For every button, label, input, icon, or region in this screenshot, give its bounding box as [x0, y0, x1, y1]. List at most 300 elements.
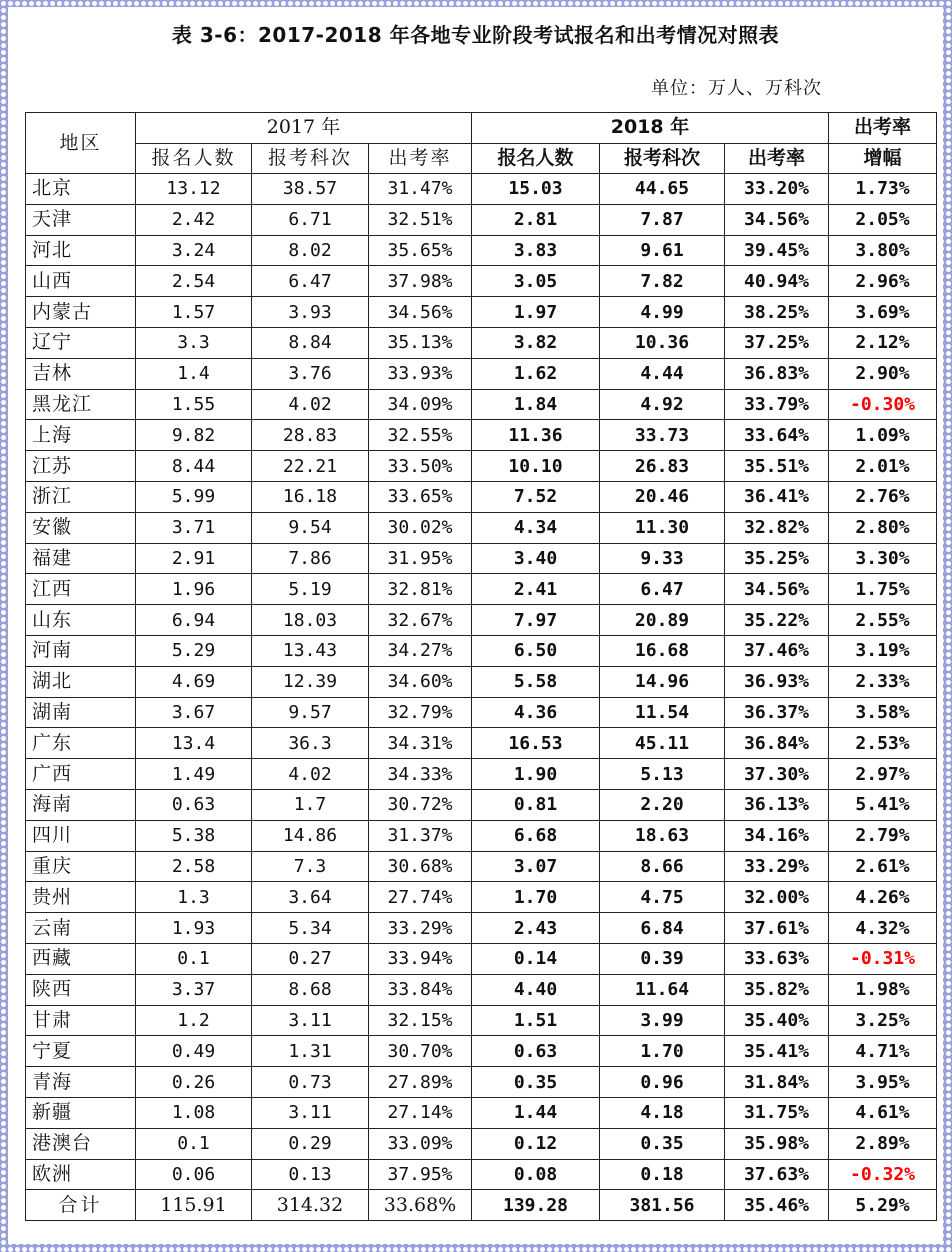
cell-2018-rate: 35.82% [725, 974, 829, 1005]
cell-2018-rate: 33.64% [725, 420, 829, 451]
cell-region: 河北 [26, 235, 136, 266]
cell-2017-applicants: 0.26 [136, 1067, 252, 1098]
cell-2017-rate: 34.56% [369, 297, 472, 328]
header-region: 地区 [26, 113, 136, 174]
cell-2018-rate: 37.25% [725, 327, 829, 358]
cell-2017-subjects: 14.86 [252, 820, 369, 851]
cell-2018-rate: 36.83% [725, 358, 829, 389]
total-2018-applicants: 139.28 [472, 1190, 600, 1221]
cell-2017-rate: 33.29% [369, 913, 472, 944]
cell-2017-rate: 30.68% [369, 851, 472, 882]
table-row [26, 174, 937, 205]
cell-2017-subjects: 4.02 [252, 389, 369, 420]
cell-2018-subjects: 44.65 [600, 174, 725, 205]
cell-2018-applicants: 16.53 [472, 728, 600, 759]
total-2018-rate: 35.46% [725, 1190, 829, 1221]
cell-2018-rate: 36.93% [725, 666, 829, 697]
table-row [26, 728, 937, 759]
cell-2018-subjects: 20.46 [600, 481, 725, 512]
cell-2017-subjects: 36.3 [252, 728, 369, 759]
cell-2018-subjects: 16.68 [600, 635, 725, 666]
cell-2017-rate: 34.31% [369, 728, 472, 759]
cell-2017-subjects: 4.02 [252, 759, 369, 790]
cell-2018-rate: 36.84% [725, 728, 829, 759]
cell-region: 江西 [26, 574, 136, 605]
cell-2018-rate: 37.61% [725, 913, 829, 944]
cell-2018-applicants: 1.84 [472, 389, 600, 420]
cell-2018-rate: 33.20% [725, 174, 829, 205]
cell-2018-applicants: 2.43 [472, 913, 600, 944]
cell-2017-subjects: 3.76 [252, 358, 369, 389]
table-row [26, 574, 937, 605]
cell-region: 山东 [26, 605, 136, 636]
cell-region: 天津 [26, 204, 136, 235]
cell-2017-rate: 34.27% [369, 635, 472, 666]
cell-region: 广东 [26, 728, 136, 759]
total-2017-applicants: 115.91 [136, 1190, 252, 1221]
cell-2018-rate: 35.40% [725, 1005, 829, 1036]
cell-2017-rate: 30.70% [369, 1036, 472, 1067]
table-row [26, 789, 937, 820]
cell-2018-applicants: 3.07 [472, 851, 600, 882]
table-row [26, 635, 937, 666]
cell-rate-increase: 3.25% [829, 1005, 937, 1036]
cell-2017-subjects: 3.11 [252, 1097, 369, 1128]
cell-2017-rate: 31.47% [369, 174, 472, 205]
table-row [26, 605, 937, 636]
cell-2017-applicants: 1.2 [136, 1005, 252, 1036]
cell-2017-subjects: 28.83 [252, 420, 369, 451]
unit-note: 单位：万人、万科次 [651, 78, 822, 99]
cell-region: 重庆 [26, 851, 136, 882]
table-row [26, 1005, 937, 1036]
cell-rate-increase: 2.76% [829, 481, 937, 512]
cell-2017-applicants: 0.49 [136, 1036, 252, 1067]
cell-2017-subjects: 7.86 [252, 543, 369, 574]
cell-rate-increase: 2.12% [829, 327, 937, 358]
cell-2017-applicants: 0.1 [136, 943, 252, 974]
cell-rate-increase: -0.31% [829, 943, 937, 974]
cell-2017-applicants: 1.49 [136, 759, 252, 790]
cell-2017-applicants: 3.71 [136, 512, 252, 543]
cell-2017-subjects: 3.64 [252, 882, 369, 913]
cell-rate-increase: 2.55% [829, 605, 937, 636]
cell-2017-rate: 33.65% [369, 481, 472, 512]
cell-2017-applicants: 2.42 [136, 204, 252, 235]
table-body [26, 174, 937, 1190]
total-increase: 5.29% [829, 1190, 937, 1221]
cell-2018-applicants: 0.63 [472, 1036, 600, 1067]
cell-2018-applicants: 1.97 [472, 297, 600, 328]
cell-2018-rate: 35.41% [725, 1036, 829, 1067]
cell-2018-rate: 32.00% [725, 882, 829, 913]
cell-region: 吉林 [26, 358, 136, 389]
table-row [26, 297, 937, 328]
cell-region: 山西 [26, 266, 136, 297]
cell-region: 四川 [26, 820, 136, 851]
cell-2017-subjects: 5.19 [252, 574, 369, 605]
table-row [26, 1036, 937, 1067]
cell-rate-increase: 5.41% [829, 789, 937, 820]
cell-2017-rate: 31.95% [369, 543, 472, 574]
cell-2017-rate: 32.15% [369, 1005, 472, 1036]
cell-2017-subjects: 6.47 [252, 266, 369, 297]
cell-region: 云南 [26, 913, 136, 944]
cell-2018-subjects: 3.99 [600, 1005, 725, 1036]
cell-2017-applicants: 13.12 [136, 174, 252, 205]
cell-2017-subjects: 16.18 [252, 481, 369, 512]
cell-2018-applicants: 1.70 [472, 882, 600, 913]
cell-2018-subjects: 0.35 [600, 1128, 725, 1159]
cell-2018-applicants: 7.52 [472, 481, 600, 512]
cell-2017-subjects: 6.71 [252, 204, 369, 235]
table-row [26, 1097, 937, 1128]
cell-2018-subjects: 0.39 [600, 943, 725, 974]
cell-2018-rate: 31.75% [725, 1097, 829, 1128]
cell-rate-increase: 3.19% [829, 635, 937, 666]
cell-2018-subjects: 5.13 [600, 759, 725, 790]
cell-2017-rate: 27.89% [369, 1067, 472, 1098]
cell-2017-subjects: 18.03 [252, 605, 369, 636]
total-label: 合计 [26, 1190, 136, 1221]
cell-region: 江苏 [26, 451, 136, 482]
cell-region: 宁夏 [26, 1036, 136, 1067]
cell-2018-applicants: 3.83 [472, 235, 600, 266]
header-2018-subjects: 报考科次 [600, 143, 725, 174]
cell-2018-subjects: 14.96 [600, 666, 725, 697]
cell-2018-subjects: 7.82 [600, 266, 725, 297]
total-row [26, 1190, 937, 1221]
cell-2018-applicants: 0.08 [472, 1159, 600, 1190]
cell-region: 内蒙古 [26, 297, 136, 328]
cell-rate-increase: 2.97% [829, 759, 937, 790]
header-increase-line1: 出考率 [829, 113, 937, 144]
header-year-2017: 2017 年 [136, 113, 472, 144]
cell-2018-subjects: 8.66 [600, 851, 725, 882]
cell-2017-subjects: 13.43 [252, 635, 369, 666]
header-row-2 [26, 143, 937, 174]
table-row [26, 420, 937, 451]
cell-2018-applicants: 4.36 [472, 697, 600, 728]
cell-2018-applicants: 0.35 [472, 1067, 600, 1098]
cell-rate-increase: -0.32% [829, 1159, 937, 1190]
cell-2017-applicants: 3.67 [136, 697, 252, 728]
cell-region: 贵州 [26, 882, 136, 913]
table-row [26, 235, 937, 266]
cell-2018-rate: 37.63% [725, 1159, 829, 1190]
cell-2018-applicants: 10.10 [472, 451, 600, 482]
cell-2018-rate: 40.94% [725, 266, 829, 297]
cell-2017-applicants: 6.94 [136, 605, 252, 636]
cell-2018-subjects: 9.33 [600, 543, 725, 574]
cell-2018-subjects: 20.89 [600, 605, 725, 636]
cell-2018-rate: 33.29% [725, 851, 829, 882]
table-row [26, 759, 937, 790]
cell-2017-applicants: 1.96 [136, 574, 252, 605]
cell-region: 福建 [26, 543, 136, 574]
cell-region: 河南 [26, 635, 136, 666]
cell-rate-increase: 3.95% [829, 1067, 937, 1098]
cell-2018-subjects: 26.83 [600, 451, 725, 482]
cell-2017-subjects: 12.39 [252, 666, 369, 697]
cell-2017-applicants: 1.57 [136, 297, 252, 328]
cell-2017-applicants: 0.06 [136, 1159, 252, 1190]
cell-region: 西藏 [26, 943, 136, 974]
table-title: 表 3-6：2017-2018 年各地专业阶段考试报名和出考情况对照表 [171, 23, 780, 47]
cell-region: 甘肃 [26, 1005, 136, 1036]
cell-2017-subjects: 3.93 [252, 297, 369, 328]
cell-2017-applicants: 8.44 [136, 451, 252, 482]
cell-region: 青海 [26, 1067, 136, 1098]
cell-2018-applicants: 3.05 [472, 266, 600, 297]
cell-2018-rate: 35.22% [725, 605, 829, 636]
cell-rate-increase: 2.80% [829, 512, 937, 543]
cell-rate-increase: 2.90% [829, 358, 937, 389]
cell-2018-applicants: 4.40 [472, 974, 600, 1005]
cell-2017-applicants: 5.29 [136, 635, 252, 666]
cell-rate-increase: 3.58% [829, 697, 937, 728]
cell-2018-subjects: 1.70 [600, 1036, 725, 1067]
cell-2017-rate: 33.84% [369, 974, 472, 1005]
table-row [26, 882, 937, 913]
cell-2018-rate: 36.41% [725, 481, 829, 512]
cell-2018-applicants: 6.68 [472, 820, 600, 851]
cell-2017-rate: 35.13% [369, 327, 472, 358]
cell-2017-applicants: 5.99 [136, 481, 252, 512]
cell-2017-applicants: 1.08 [136, 1097, 252, 1128]
cell-region: 黑龙江 [26, 389, 136, 420]
cell-2018-rate: 31.84% [725, 1067, 829, 1098]
table-row [26, 1159, 937, 1190]
cell-2018-rate: 35.51% [725, 451, 829, 482]
table-row [26, 1128, 937, 1159]
cell-2017-rate: 27.14% [369, 1097, 472, 1128]
cell-2017-rate: 35.65% [369, 235, 472, 266]
cell-2018-subjects: 11.64 [600, 974, 725, 1005]
cell-2018-subjects: 4.75 [600, 882, 725, 913]
table-row [26, 389, 937, 420]
cell-region: 港澳台 [26, 1128, 136, 1159]
cell-2017-subjects: 0.73 [252, 1067, 369, 1098]
cell-rate-increase: 2.79% [829, 820, 937, 851]
cell-2018-rate: 37.46% [725, 635, 829, 666]
cell-rate-increase: 2.96% [829, 266, 937, 297]
table-row [26, 481, 937, 512]
cell-2017-subjects: 9.57 [252, 697, 369, 728]
cell-2018-subjects: 4.99 [600, 297, 725, 328]
cell-region: 北京 [26, 174, 136, 205]
cell-2017-rate: 32.79% [369, 697, 472, 728]
cell-2017-subjects: 5.34 [252, 913, 369, 944]
cell-2018-rate: 34.16% [725, 820, 829, 851]
cell-rate-increase: 2.05% [829, 204, 937, 235]
cell-2018-subjects: 0.18 [600, 1159, 725, 1190]
cell-2017-applicants: 9.82 [136, 420, 252, 451]
cell-2018-rate: 34.56% [725, 204, 829, 235]
cell-2017-rate: 37.95% [369, 1159, 472, 1190]
cell-rate-increase: 4.71% [829, 1036, 937, 1067]
cell-2017-rate: 30.02% [369, 512, 472, 543]
table-row [26, 666, 937, 697]
cell-region: 广西 [26, 759, 136, 790]
cell-2017-subjects: 1.31 [252, 1036, 369, 1067]
cell-region: 辽宁 [26, 327, 136, 358]
cell-2017-rate: 27.74% [369, 882, 472, 913]
cell-2018-subjects: 0.96 [600, 1067, 725, 1098]
cell-2017-rate: 32.55% [369, 420, 472, 451]
cell-rate-increase: 2.01% [829, 451, 937, 482]
cell-2017-subjects: 9.54 [252, 512, 369, 543]
table-row [26, 543, 937, 574]
cell-2018-applicants: 2.41 [472, 574, 600, 605]
table-row [26, 327, 937, 358]
cell-2018-subjects: 7.87 [600, 204, 725, 235]
cell-2018-applicants: 7.97 [472, 605, 600, 636]
cell-2017-rate: 33.09% [369, 1128, 472, 1159]
cell-rate-increase: 2.33% [829, 666, 937, 697]
cell-2018-rate: 35.25% [725, 543, 829, 574]
table-row [26, 851, 937, 882]
cell-region: 上海 [26, 420, 136, 451]
table-row [26, 451, 937, 482]
cell-rate-increase: 3.30% [829, 543, 937, 574]
table-row [26, 974, 937, 1005]
cell-rate-increase: 2.53% [829, 728, 937, 759]
cell-2017-applicants: 4.69 [136, 666, 252, 697]
cell-2017-subjects: 22.21 [252, 451, 369, 482]
cell-2018-rate: 35.98% [725, 1128, 829, 1159]
cell-2017-applicants: 13.4 [136, 728, 252, 759]
comparison-table [25, 112, 937, 1221]
table-row [26, 266, 937, 297]
table-row [26, 358, 937, 389]
cell-2017-applicants: 3.37 [136, 974, 252, 1005]
cell-2018-subjects: 4.44 [600, 358, 725, 389]
cell-2018-subjects: 4.18 [600, 1097, 725, 1128]
total-2017-subjects: 314.32 [252, 1190, 369, 1221]
cell-2017-rate: 37.98% [369, 266, 472, 297]
table-row [26, 1067, 937, 1098]
total-2018-subjects: 381.56 [600, 1190, 725, 1221]
cell-rate-increase: 2.89% [829, 1128, 937, 1159]
cell-2017-rate: 32.67% [369, 605, 472, 636]
cell-2018-applicants: 1.90 [472, 759, 600, 790]
cell-2017-subjects: 1.7 [252, 789, 369, 820]
cell-2017-subjects: 38.57 [252, 174, 369, 205]
cell-2017-applicants: 0.63 [136, 789, 252, 820]
cell-2018-applicants: 15.03 [472, 174, 600, 205]
cell-2017-rate: 31.37% [369, 820, 472, 851]
cell-2018-rate: 32.82% [725, 512, 829, 543]
table-row [26, 820, 937, 851]
cell-rate-increase: -0.30% [829, 389, 937, 420]
cell-2017-applicants: 2.58 [136, 851, 252, 882]
header-2017-rate: 出考率 [369, 143, 472, 174]
cell-2017-rate: 32.51% [369, 204, 472, 235]
cell-rate-increase: 1.98% [829, 974, 937, 1005]
cell-2017-applicants: 3.3 [136, 327, 252, 358]
header-2018-applicants: 报名人数 [472, 143, 600, 174]
cell-2018-rate: 36.37% [725, 697, 829, 728]
cell-region: 安徽 [26, 512, 136, 543]
cell-2018-applicants: 0.12 [472, 1128, 600, 1159]
cell-2018-subjects: 9.61 [600, 235, 725, 266]
cell-2018-applicants: 0.14 [472, 943, 600, 974]
cell-2017-subjects: 7.3 [252, 851, 369, 882]
cell-2018-subjects: 45.11 [600, 728, 725, 759]
cell-2018-rate: 34.56% [725, 574, 829, 605]
document-page [8, 7, 943, 1244]
cell-2017-rate: 32.81% [369, 574, 472, 605]
cell-rate-increase: 1.75% [829, 574, 937, 605]
cell-region: 新疆 [26, 1097, 136, 1128]
header-2017-applicants: 报名人数 [136, 143, 252, 174]
cell-region: 湖北 [26, 666, 136, 697]
cell-2017-rate: 34.60% [369, 666, 472, 697]
cell-2017-applicants: 5.38 [136, 820, 252, 851]
cell-2017-applicants: 0.1 [136, 1128, 252, 1159]
header-year-2018: 2018 年 [472, 113, 829, 144]
cell-2018-subjects: 18.63 [600, 820, 725, 851]
table-row [26, 913, 937, 944]
cell-2018-subjects: 6.84 [600, 913, 725, 944]
table-row [26, 943, 937, 974]
cell-rate-increase: 4.32% [829, 913, 937, 944]
cell-2017-rate: 33.94% [369, 943, 472, 974]
cell-region: 陕西 [26, 974, 136, 1005]
cell-2018-subjects: 11.54 [600, 697, 725, 728]
cell-rate-increase: 4.61% [829, 1097, 937, 1128]
cell-2018-rate: 33.79% [725, 389, 829, 420]
cell-2018-rate: 33.63% [725, 943, 829, 974]
cell-2018-applicants: 1.51 [472, 1005, 600, 1036]
cell-2017-applicants: 2.91 [136, 543, 252, 574]
table-row [26, 512, 937, 543]
cell-rate-increase: 3.80% [829, 235, 937, 266]
cell-2018-applicants: 1.44 [472, 1097, 600, 1128]
cell-2017-rate: 30.72% [369, 789, 472, 820]
cell-rate-increase: 1.73% [829, 174, 937, 205]
cell-2018-subjects: 33.73 [600, 420, 725, 451]
cell-2017-subjects: 8.84 [252, 327, 369, 358]
cell-2017-applicants: 1.55 [136, 389, 252, 420]
cell-2018-applicants: 4.34 [472, 512, 600, 543]
cell-2018-rate: 38.25% [725, 297, 829, 328]
cell-2017-rate: 34.09% [369, 389, 472, 420]
cell-2017-subjects: 8.68 [252, 974, 369, 1005]
cell-2018-rate: 36.13% [725, 789, 829, 820]
cell-2017-applicants: 3.24 [136, 235, 252, 266]
cell-2017-subjects: 3.11 [252, 1005, 369, 1036]
table-row [26, 697, 937, 728]
header-2017-subjects: 报考科次 [252, 143, 369, 174]
cell-2018-subjects: 6.47 [600, 574, 725, 605]
cell-2018-applicants: 3.40 [472, 543, 600, 574]
cell-2017-subjects: 0.27 [252, 943, 369, 974]
cell-2018-applicants: 6.50 [472, 635, 600, 666]
cell-2018-subjects: 11.30 [600, 512, 725, 543]
cell-2017-applicants: 1.3 [136, 882, 252, 913]
cell-2017-subjects: 0.29 [252, 1128, 369, 1159]
cell-2018-applicants: 11.36 [472, 420, 600, 451]
header-increase-line2: 增幅 [829, 143, 937, 174]
cell-2018-applicants: 2.81 [472, 204, 600, 235]
cell-2018-applicants: 5.58 [472, 666, 600, 697]
cell-2017-subjects: 0.13 [252, 1159, 369, 1190]
cell-2018-applicants: 1.62 [472, 358, 600, 389]
cell-2017-applicants: 2.54 [136, 266, 252, 297]
cell-rate-increase: 4.26% [829, 882, 937, 913]
